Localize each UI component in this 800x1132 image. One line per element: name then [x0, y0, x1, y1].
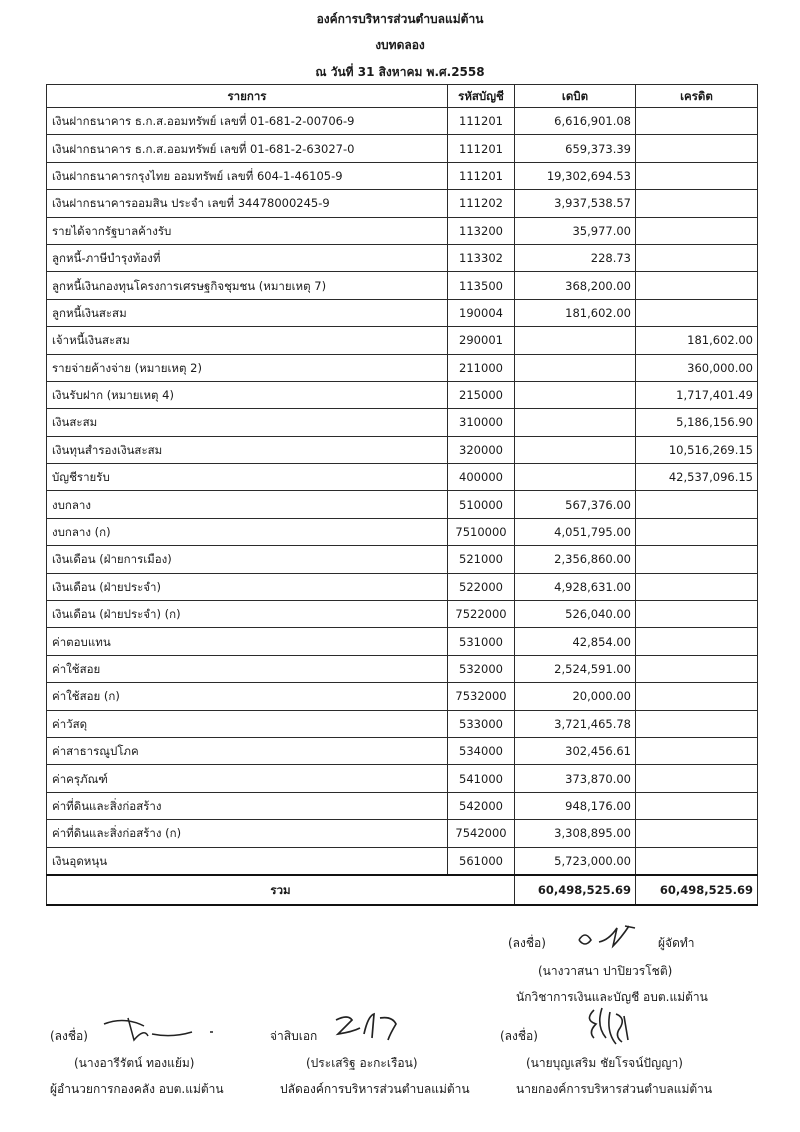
chief-name: (นายบุญเสริม ชัยโรจน์ปัญญา): [526, 1056, 683, 1070]
row-code-cell: 531000: [448, 628, 515, 655]
table-row: [47, 135, 758, 162]
row-debit-cell: 526,040.00: [515, 601, 636, 628]
row-code-cell: 111201: [448, 162, 515, 189]
row-code-cell: 215000: [448, 381, 515, 408]
row-debit-cell: 20,000.00: [515, 683, 636, 710]
row-code-cell: 400000: [448, 464, 515, 491]
table-row: [47, 190, 758, 217]
row-credit-cell: [636, 190, 758, 217]
row-item-cell: เงินเดือน (ฝ่ายประจำ): [47, 573, 448, 600]
table-header-row: [47, 85, 758, 108]
column-header-debit: เดบิต: [515, 85, 636, 108]
row-debit-cell: 181,602.00: [515, 299, 636, 326]
table-row: [47, 436, 758, 463]
row-credit-cell: [636, 135, 758, 162]
row-debit-cell: 42,854.00: [515, 628, 636, 655]
row-credit-cell: [636, 601, 758, 628]
row-code-cell: 541000: [448, 765, 515, 792]
preparer-name: (นางวาสนา ปาปิยวรโชติ): [538, 964, 673, 978]
row-item-cell: ค่าใช้สอย: [47, 655, 448, 682]
row-item-cell: ลูกหนี้เงินสะสม: [47, 299, 448, 326]
row-code-cell: 7542000: [448, 820, 515, 847]
row-item-cell: เงินฝากธนาคาร ธ.ก.ส.ออมทรัพย์ เลขที่ 01-681-2-00706-9: [47, 108, 448, 135]
row-code-cell: 111201: [448, 135, 515, 162]
row-code-cell: 542000: [448, 792, 515, 819]
table-body: [47, 108, 758, 875]
row-debit-cell: [515, 436, 636, 463]
table-row: [47, 573, 758, 600]
table-row: [47, 820, 758, 847]
row-credit-cell: 5,186,156.90: [636, 409, 758, 436]
row-debit-cell: 302,456.61: [515, 737, 636, 764]
row-item-cell: ค่าครุภัณฑ์: [47, 765, 448, 792]
row-debit-cell: 373,870.00: [515, 765, 636, 792]
row-item-cell: เงินรับฝาก (หมายเหตุ 4): [47, 381, 448, 408]
deputy-name: (ประเสริฐ อะกะเรือน): [306, 1056, 418, 1070]
row-code-cell: 111201: [448, 108, 515, 135]
row-code-cell: 190004: [448, 299, 515, 326]
row-item-cell: เงินทุนสำรองเงินสะสม: [47, 436, 448, 463]
deputy-position: ปลัดองค์การบริหารส่วนตำบลแม่ต้าน: [280, 1082, 470, 1096]
row-debit-cell: 19,302,694.53: [515, 162, 636, 189]
table-row: [47, 546, 758, 573]
row-debit-cell: [515, 409, 636, 436]
row-credit-cell: [636, 491, 758, 518]
row-item-cell: รายจ่ายค้างจ่าย (หมายเหตุ 2): [47, 354, 448, 381]
table-row: [47, 381, 758, 408]
row-credit-cell: [636, 518, 758, 545]
row-code-cell: 561000: [448, 847, 515, 875]
row-credit-cell: [636, 765, 758, 792]
row-code-cell: 113200: [448, 217, 515, 244]
row-debit-cell: 3,308,895.00: [515, 820, 636, 847]
table-row: [47, 272, 758, 299]
deputy-signature-scribble: [330, 1010, 410, 1042]
preparer-sign-prefix: (ลงชื่อ): [508, 936, 546, 950]
row-credit-cell: [636, 162, 758, 189]
row-credit-cell: [636, 244, 758, 271]
row-debit-cell: 228.73: [515, 244, 636, 271]
row-item-cell: เงินสะสม: [47, 409, 448, 436]
row-item-cell: ค่าที่ดินและสิ่งก่อสร้าง (ก): [47, 820, 448, 847]
row-debit-cell: 948,176.00: [515, 792, 636, 819]
row-credit-cell: [636, 683, 758, 710]
row-code-cell: 522000: [448, 573, 515, 600]
row-credit-cell: 10,516,269.15: [636, 436, 758, 463]
row-item-cell: ค่าตอบแทน: [47, 628, 448, 655]
row-code-cell: 111202: [448, 190, 515, 217]
row-debit-cell: 3,721,465.78: [515, 710, 636, 737]
row-item-cell: เจ้าหนี้เงินสะสม: [47, 327, 448, 354]
table-row: [47, 601, 758, 628]
row-code-cell: 290001: [448, 327, 515, 354]
row-item-cell: เงินอุดหนุน: [47, 847, 448, 875]
row-credit-cell: [636, 573, 758, 600]
row-item-cell: บัญชีรายรับ: [47, 464, 448, 491]
preparer-signature-scribble: [575, 922, 655, 950]
row-credit-cell: 181,602.00: [636, 327, 758, 354]
finance-director-signature-scribble: [100, 1014, 230, 1044]
table-row: [47, 491, 758, 518]
column-header-item: รายการ: [47, 85, 448, 108]
finance-director-name: (นางอารีรัตน์ ทองแย้ม): [74, 1056, 195, 1070]
row-debit-cell: [515, 464, 636, 491]
row-credit-cell: [636, 546, 758, 573]
table-row: [47, 409, 758, 436]
table-row: [47, 217, 758, 244]
column-header-code: รหัสบัญชี: [448, 85, 515, 108]
row-debit-cell: [515, 354, 636, 381]
row-code-cell: 320000: [448, 436, 515, 463]
row-code-cell: 532000: [448, 655, 515, 682]
row-code-cell: 113302: [448, 244, 515, 271]
row-debit-cell: 368,200.00: [515, 272, 636, 299]
table-row: [47, 792, 758, 819]
column-header-credit: เครดิต: [636, 85, 758, 108]
total-debit: 60,498,525.69: [515, 875, 636, 905]
row-credit-cell: [636, 792, 758, 819]
row-code-cell: 310000: [448, 409, 515, 436]
table-row: [47, 683, 758, 710]
row-debit-cell: 567,376.00: [515, 491, 636, 518]
row-credit-cell: [636, 655, 758, 682]
table-row: [47, 655, 758, 682]
row-item-cell: เงินฝากธนาคาร ธ.ก.ส.ออมทรัพย์ เลขที่ 01-681-2-63027-0: [47, 135, 448, 162]
row-credit-cell: [636, 628, 758, 655]
table-row: [47, 327, 758, 354]
org-name: องค์การบริหารส่วนตำบลแม่ต้าน: [316, 12, 484, 26]
table-row: [47, 628, 758, 655]
table-row: [47, 354, 758, 381]
table-row: [47, 765, 758, 792]
row-item-cell: ค่าสาธารณูปโภค: [47, 737, 448, 764]
row-debit-cell: [515, 381, 636, 408]
table-row: [47, 518, 758, 545]
row-debit-cell: 5,723,000.00: [515, 847, 636, 875]
row-debit-cell: 659,373.39: [515, 135, 636, 162]
document-title: งบทดลอง: [375, 38, 425, 52]
finance-director-sign-prefix: (ลงชื่อ): [50, 1029, 88, 1043]
chief-sign-prefix: (ลงชื่อ): [500, 1029, 538, 1043]
deputy-rank: จ่าสิบเอก: [270, 1029, 318, 1043]
row-credit-cell: [636, 820, 758, 847]
row-code-cell: 533000: [448, 710, 515, 737]
trial-balance-table: [46, 84, 758, 906]
row-credit-cell: [636, 299, 758, 326]
row-item-cell: ค่าวัสดุ: [47, 710, 448, 737]
row-debit-cell: [515, 327, 636, 354]
table-row: [47, 710, 758, 737]
row-item-cell: เงินฝากธนาคารกรุงไทย ออมทรัพย์ เลขที่ 604-1-46105-9: [47, 162, 448, 189]
row-code-cell: 7510000: [448, 518, 515, 545]
finance-director-position: ผู้อำนวยการกองคลัง อบต.แม่ต้าน: [50, 1082, 224, 1096]
row-debit-cell: 2,524,591.00: [515, 655, 636, 682]
preparer-role: ผู้จัดทำ: [658, 936, 695, 950]
row-item-cell: เงินฝากธนาคารออมสิน ประจำ เลขที่ 34478000245-9: [47, 190, 448, 217]
row-item-cell: ค่าใช้สอย (ก): [47, 683, 448, 710]
row-code-cell: 510000: [448, 491, 515, 518]
chief-signature-scribble: [580, 1004, 640, 1050]
row-credit-cell: 1,717,401.49: [636, 381, 758, 408]
table-row: [47, 847, 758, 875]
row-debit-cell: 2,356,860.00: [515, 546, 636, 573]
row-code-cell: 534000: [448, 737, 515, 764]
table-row: [47, 299, 758, 326]
total-row: [47, 875, 758, 905]
row-code-cell: 211000: [448, 354, 515, 381]
row-credit-cell: [636, 847, 758, 875]
row-credit-cell: [636, 108, 758, 135]
row-item-cell: ลูกหนี้-ภาษีบำรุงท้องที่: [47, 244, 448, 271]
row-credit-cell: [636, 710, 758, 737]
row-code-cell: 7522000: [448, 601, 515, 628]
row-credit-cell: 360,000.00: [636, 354, 758, 381]
preparer-position: นักวิชาการเงินและบัญชี อบต.แม่ต้าน: [516, 990, 708, 1004]
table-row: [47, 244, 758, 271]
row-debit-cell: 4,928,631.00: [515, 573, 636, 600]
row-item-cell: ลูกหนี้เงินกองทุนโครงการเศรษฐกิจชุมชน (หมายเหตุ 7): [47, 272, 448, 299]
row-item-cell: รายได้จากรัฐบาลค้างรับ: [47, 217, 448, 244]
table-row: [47, 162, 758, 189]
row-credit-cell: [636, 272, 758, 299]
row-item-cell: เงินเดือน (ฝ่ายการเมือง): [47, 546, 448, 573]
row-code-cell: 521000: [448, 546, 515, 573]
row-item-cell: เงินเดือน (ฝ่ายประจำ) (ก): [47, 601, 448, 628]
row-credit-cell: 42,537,096.15: [636, 464, 758, 491]
row-code-cell: 7532000: [448, 683, 515, 710]
total-credit: 60,498,525.69: [636, 875, 758, 905]
table-row: [47, 737, 758, 764]
row-item-cell: งบกลาง: [47, 491, 448, 518]
row-debit-cell: 35,977.00: [515, 217, 636, 244]
row-credit-cell: [636, 737, 758, 764]
row-credit-cell: [636, 217, 758, 244]
row-code-cell: 113500: [448, 272, 515, 299]
row-debit-cell: 3,937,538.57: [515, 190, 636, 217]
chief-position: นายกองค์การบริหารส่วนตำบลแม่ต้าน: [516, 1082, 713, 1096]
table-row: [47, 464, 758, 491]
row-item-cell: งบกลาง (ก): [47, 518, 448, 545]
row-debit-cell: 6,616,901.08: [515, 108, 636, 135]
total-label: รวม: [47, 875, 515, 905]
table-row: [47, 108, 758, 135]
date-line: ณ วันที่ 31 สิงหาคม พ.ศ.2558: [315, 65, 485, 79]
row-debit-cell: 4,051,795.00: [515, 518, 636, 545]
row-item-cell: ค่าที่ดินและสิ่งก่อสร้าง: [47, 792, 448, 819]
